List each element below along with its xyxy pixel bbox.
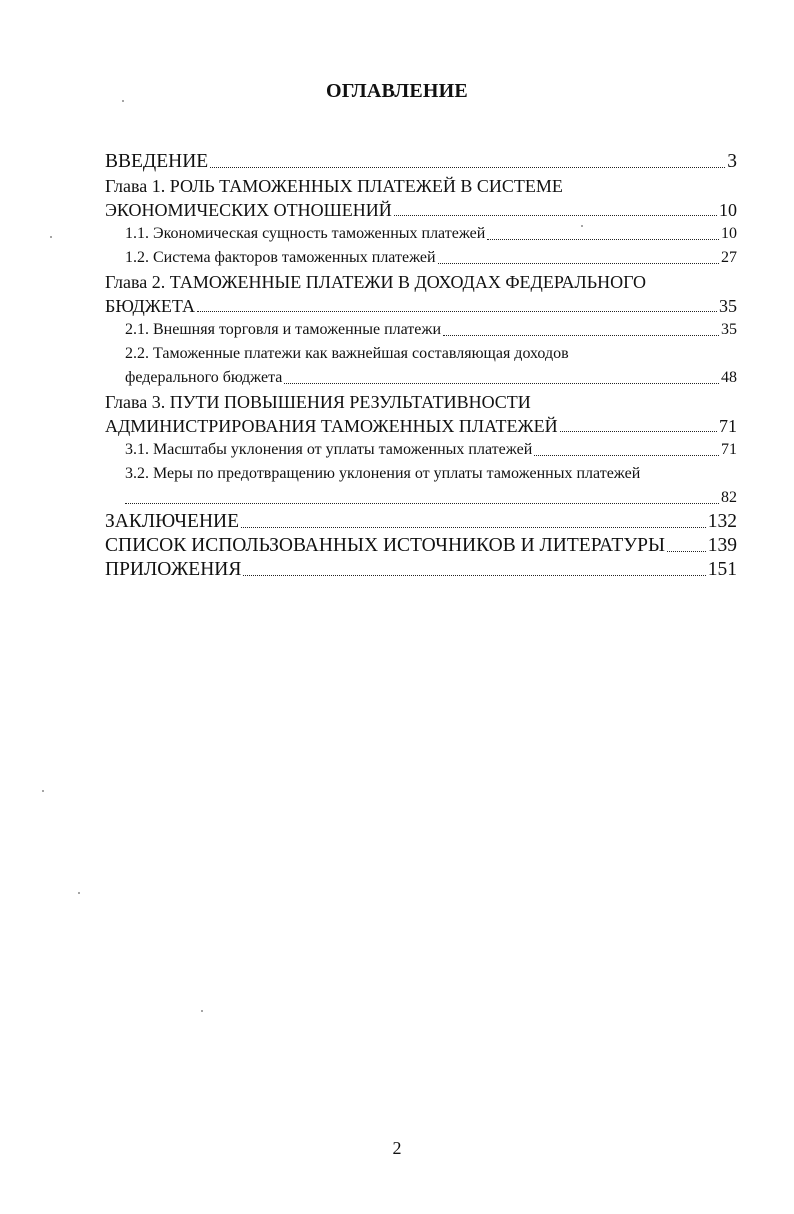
leader-dots xyxy=(197,311,717,312)
toc-entry-appendix[interactable] xyxy=(105,558,737,582)
leader-dots xyxy=(438,263,719,264)
toc-section-2-2-line1[interactable]: 2.2. Таможенные платежи как важнейшая составляющая доходов xyxy=(125,345,569,362)
leader-dots xyxy=(534,455,719,456)
toc-entry-label: АДМИНИСТРИРОВАНИЯ ТАМОЖЕННЫХ ПЛАТЕЖЕЙ xyxy=(105,416,558,436)
toc-entry-label: федерального бюджета xyxy=(125,369,283,386)
toc-entry-page: 139 xyxy=(707,535,737,556)
scan-speck xyxy=(201,1010,203,1012)
toc-entry-section-2-2[interactable] xyxy=(105,366,737,390)
toc-entry-label: ЭКОНОМИЧЕСКИХ ОТНОШЕНИЙ xyxy=(105,200,392,220)
leader-dots xyxy=(443,335,719,336)
toc-entry-page: 48 xyxy=(721,369,737,386)
toc-entry-page: 151 xyxy=(707,559,737,580)
toc-chapter1-title-line1[interactable]: Глава 1. РОЛЬ ТАМОЖЕННЫХ ПЛАТЕЖЕЙ В СИСТЕМЕ xyxy=(105,176,563,196)
toc-entry-section-2-1[interactable] xyxy=(105,318,737,342)
leader-dots xyxy=(241,527,706,528)
toc-entry-conclusion[interactable] xyxy=(105,510,737,534)
toc-entry-label: 3.1. Масштабы уклонения от уплаты таможенных платежей xyxy=(125,441,533,458)
toc-entry-label: 1.1. Экономическая сущность таможенных платежей xyxy=(125,225,486,242)
toc-entry-label: СПИСОК ИСПОЛЬЗОВАННЫХ ИСТОЧНИКОВ И ЛИТЕРАТУРЫ xyxy=(105,535,665,556)
toc-entry-chapter3[interactable] xyxy=(105,414,737,438)
leader-dots xyxy=(394,215,717,216)
scan-speck xyxy=(78,892,80,894)
toc-entry-page: 132 xyxy=(707,511,737,532)
leader-dots xyxy=(243,575,705,576)
scan-speck xyxy=(581,225,583,227)
scan-speck xyxy=(50,236,52,238)
toc-entry-page: 3 xyxy=(727,151,737,172)
leader-dots xyxy=(560,431,717,432)
leader-dots xyxy=(284,383,719,384)
toc-entry-section-1-1[interactable] xyxy=(105,222,737,246)
leader-dots xyxy=(487,239,719,240)
toc-entry-label: ВВЕДЕНИЕ xyxy=(105,151,209,172)
toc-entry-page: 35 xyxy=(719,296,737,316)
toc-section-3-2-line1[interactable]: 3.2. Меры по предотвращению уклонения от уплаты таможенных платежей xyxy=(125,465,641,482)
toc-entry-section-3-2[interactable] xyxy=(105,486,737,510)
toc-entry-page: 82 xyxy=(721,489,737,506)
toc-entry-section-3-1[interactable] xyxy=(105,438,737,462)
leader-dots xyxy=(125,503,719,504)
toc-entry-sources[interactable] xyxy=(105,534,737,558)
toc-entry-chapter1[interactable] xyxy=(105,198,737,222)
toc-entry-section-1-2[interactable] xyxy=(105,246,737,270)
scan-speck xyxy=(42,790,44,792)
toc-entry-label: БЮДЖЕТА xyxy=(105,296,195,316)
toc-entry-page: 27 xyxy=(721,249,737,266)
toc-entry-page: 71 xyxy=(719,416,737,436)
toc-entry-label: ЗАКЛЮЧЕНИЕ xyxy=(105,511,240,532)
leader-dots xyxy=(210,167,725,168)
table-of-contents xyxy=(105,150,737,582)
leader-dots xyxy=(667,551,706,552)
toc-entry-page: 10 xyxy=(719,200,737,220)
page-title: ОГЛАВЛЕНИЕ xyxy=(326,80,468,102)
toc-entry-chapter2[interactable] xyxy=(105,294,737,318)
toc-entry-page: 35 xyxy=(721,321,737,338)
toc-entry-label: 2.1. Внешняя торговля и таможенные платежи xyxy=(125,321,442,338)
toc-chapter2-title-line1[interactable]: Глава 2. ТАМОЖЕННЫЕ ПЛАТЕЖИ В ДОХОДАХ ФЕДЕРАЛЬНОГО xyxy=(105,272,647,292)
toc-entry-page: 10 xyxy=(721,225,737,242)
toc-entry-label: 1.2. Система факторов таможенных платежей xyxy=(125,249,436,266)
toc-entry-intro[interactable] xyxy=(105,150,737,174)
toc-chapter3-title-line1[interactable]: Глава 3. ПУТИ ПОВЫШЕНИЯ РЕЗУЛЬТАТИВНОСТИ xyxy=(105,392,531,412)
toc-entry-label: ПРИЛОЖЕНИЯ xyxy=(105,559,242,580)
page-number: 2 xyxy=(392,1138,402,1158)
toc-entry-page: 71 xyxy=(721,441,737,458)
scan-speck xyxy=(122,100,124,102)
